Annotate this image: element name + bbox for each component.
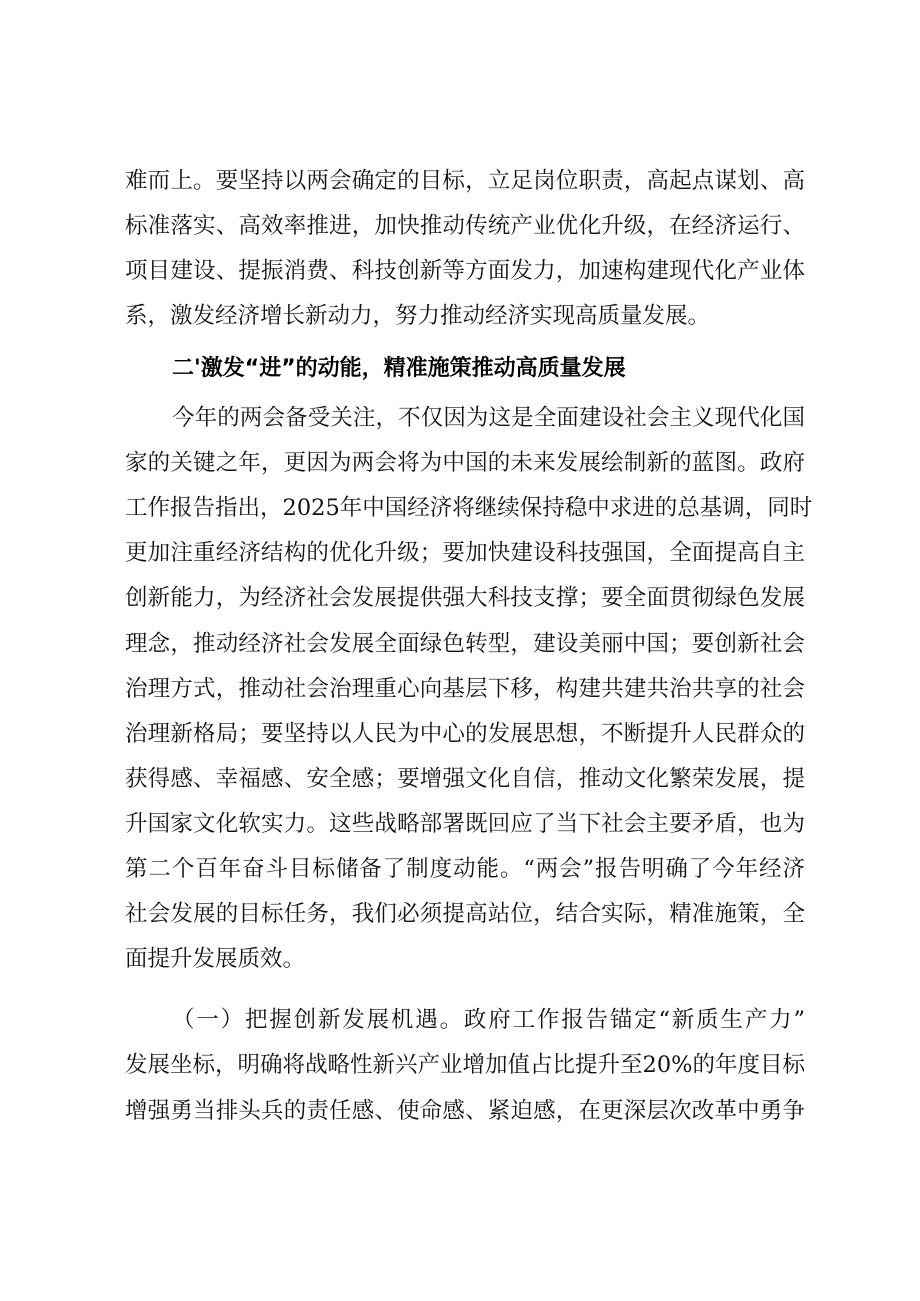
paragraph-2-line-8: 治理新格局；要坚持以人民为中心的发展思想，不断提升人民群众的: [125, 721, 805, 747]
paragraph-2-line-4: 更加注重经济结构的优化升级；要加快建设科技强国，全面提高自主: [125, 540, 805, 566]
paragraph-2-line-2: 家的关键之年，更因为两会将为中国的未来发展绘制新的蓝图。政府: [125, 450, 805, 476]
paragraph-1-line-2: 标准落实、高效率推进，加快推动传统产业优化升级，在经济运行、: [125, 213, 805, 239]
paragraph-2-line-11: 第二个百年奋斗目标储备了制度动能。“两会”报告明确了今年经济: [125, 856, 805, 882]
paragraph-2-line-12: 社会发展的目标任务，我们必须提高站位，结合实际，精准施策，全: [125, 901, 805, 927]
section-heading: 二'激发“进”的动能，精准施策推动高质量发展: [172, 356, 626, 381]
paragraph-2-line-7: 治理方式，推动社会治理重心向基层下移，构建共建共治共享的社会: [125, 676, 805, 702]
paragraph-2-line-13: 面提升发展质效。: [125, 946, 306, 972]
paragraph-3-line-1: （一）把握创新发展机遇。政府工作报告锚定“新质生产力”: [172, 1007, 805, 1033]
paragraph-2-line-10: 升国家文化软实力。这些战略部署既回应了当下社会主要矛盾，也为: [125, 811, 805, 837]
paragraph-3-line-2: 发展坐标，明确将战略性新兴产业增加值占比提升至20%的年度目标: [125, 1052, 806, 1078]
paragraph-1-line-4: 系，激发经济增长新动力，努力推动经济实现高质量发展。: [125, 303, 711, 329]
paragraph-1-line-3: 项目建设、提振消费、科技创新等方面发力，加速构建现代化产业体: [125, 258, 805, 284]
paragraph-3-line-3: 增强勇当排头兵的责任感、使命感、紧迫感，在更深层次改革中勇争: [125, 1098, 805, 1124]
paragraph-2-line-1: 今年的两会备受关注，不仅因为这是全面建设社会主义现代化国: [172, 405, 805, 431]
paragraph-2-line-3: 工作报告指出，2025年中国经济将继续保持稳中求进的总基调，同时: [125, 495, 813, 521]
paragraph-2-line-5: 创新能力，为经济社会发展提供强大科技支撑；要全面贯彻绿色发展: [125, 585, 805, 611]
paragraph-2-line-6: 理念，推动经济社会发展全面绿色转型，建设美丽中国；要创新社会: [125, 631, 805, 657]
paragraph-1-line-1: 难而上。要坚持以两会确定的目标，立足岗位职责，高起点谋划、高: [125, 168, 805, 194]
paragraph-2-line-9: 获得感、幸福感、安全感；要增强文化自信，推动文化繁荣发展，提: [125, 766, 805, 792]
